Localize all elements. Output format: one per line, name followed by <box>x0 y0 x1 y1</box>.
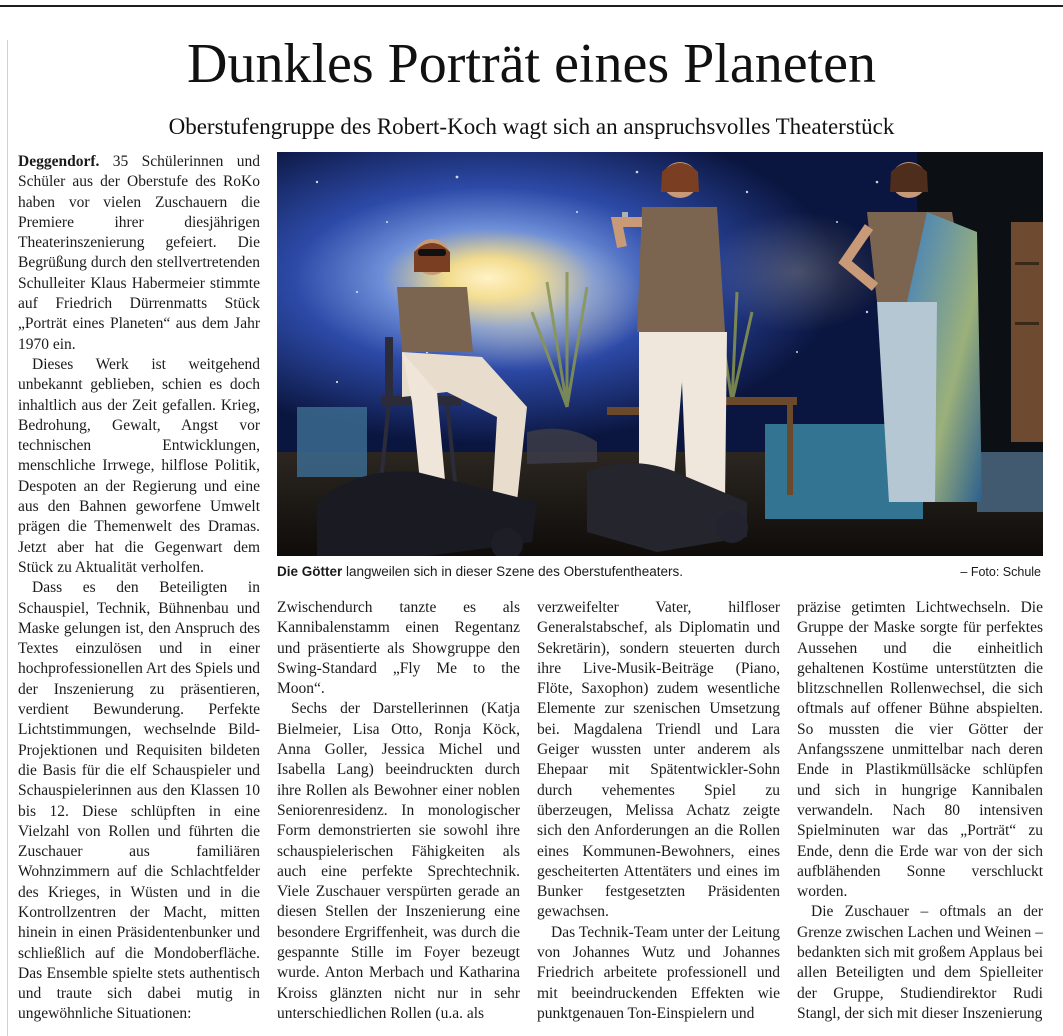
article-paragraph: Das Technik-Team unter der Leitung von Johannes Wutz und Johannes Friedrich arbeitete professionell und mit beeindruckenden Effekten wie punktgenauen Ton-Einspielern und <box>537 923 780 1022</box>
caption-lead: Die Götter <box>277 564 343 579</box>
photo-credit: – Foto: Schule <box>960 565 1041 579</box>
article-paragraph: verzweifelter Vater, hilfloser Generalstabschef, als Diplomatin und Sekretärin), sondern steuerten durch ihre Live-Musik-Beiträge (Piano, Flöte, Saxophon) zudem wesentliche Elemente zur szenischen Umsetzung bei. Magdalena Triendl und Lara Geiger wussten unter anderem als Ehepaar mit Spätentwickler-Sohn durch vehementes Spiel zu überzeugen, Melissa Achatz zeigte sich den Anforderungen an die Rollen eines Kommunen-Bewohners, eines gescheiterten Attentäters und eines im Bunker festgesetzten Präsidenten gewachsen. <box>537 599 780 921</box>
article-photo <box>277 152 1043 556</box>
top-rule <box>0 5 1063 7</box>
article-column-1 <box>18 152 260 1036</box>
article-column-3 <box>537 598 780 1036</box>
photo-caption <box>277 562 1043 584</box>
article-paragraph: Die Zuschauer – oftmals an der Grenze zwischen Lachen und Weinen – bedankten sich mit großem Applaus bei allen Beteiligten und dem Spielleiter der Gruppe, Studiendirektor Rudi Stangl, der sich mit dieser Inszenierung <box>797 903 1043 1022</box>
article-paragraph: Sechs der Darstellerinnen (Katja Bielmeier, Lisa Otto, Ronja Köck, Anna Goller, Jessica Michel und Isabella Lang) beeindruckten durch ihre Rollen als Bewohner einer noblen Seniorenresidenz. In monologischer Form demonstrierten sie sowohl ihre schauspielerischen Fähigkeiten als auch eine perfekte Sprechtechnik. Viele Zuschauer verspürten gerade an diesen Stellen der Inszenierung eine besondere Ergriffenheit, was durch die gespannte Stille im Foyer bezeugt wurde. Anton Merbach und Katharina Kroiss glänzten nicht nur in sehr unterschiedlichen Rollen (u.a. als <box>277 700 520 1022</box>
subheadline: Oberstufengruppe des Robert-Koch wagt sich an anspruchsvolles Theaterstück <box>168 114 895 139</box>
dateline: Deggendorf. <box>18 153 100 170</box>
article-column-2 <box>277 598 520 1036</box>
article-column-4 <box>797 598 1043 1036</box>
caption-text: langweilen sich in dieser Szene des Oberstufentheaters. <box>342 564 683 579</box>
article-paragraph: Deggendorf. 35 Schülerinnen und Schüler aus der Oberstufe des RoKo haben vor vielen Zuschauern die Premiere ihrer diesjährigen Theaterinszenierung gefeiert. Die Begrüßung durch den stellvertretenden Schulleiter Klaus Habermeier stimmte auf Friedrich Dürrenmatts Stück „Porträt eines Planeten“ aus dem Jahr 1970 ein. <box>18 153 260 353</box>
article-paragraph: Dass es den Beteiligten in Schauspiel, Technik, Bühnenbau und Maske gelungen ist, den Anspruch des Textes einzulösen und in einer hochprofessionellen Art des Spiels und der Inszenierung zu präsentieren, verdient Bewunderung. Perfekte Lichtstimmungen, wechselnde Bild-Projektionen und Requisiten bildeten die Basis für die elf Schauspieler und Schauspielerinnen aus den Klassen 10 bis 12. Diese schlüpften in eine Vielzahl von Rollen und führten die Zuschauer aus familiären Wohnzimmern auf die Schlachtfelder des Krieges, in Wüsten und in die Kontrollzentren der Macht, mitten hinein in einen Präsidentenbunker und schließlich auf die Mondoberfläche. Das Ensemble spielte stets authentisch und traute sich dabei mutig in ungewöhnliche Situationen: <box>18 579 260 1023</box>
article-paragraph: Zwischendurch tanzte es als Kannibalenstamm einen Regentanz und präsentierte als Showgruppe den Swing-Standard „Fly Me to the Moon“. <box>277 599 520 698</box>
article-paragraph: präzise getimten Lichtwechseln. Die Gruppe der Maske sorgte für perfektes Aussehen und die einheitlich gehaltenen Kostüme unterstützten die blitzschnellen Rollenwechsel, die sich oftmals auf offener Bühne abspielten. So mussten die vier Götter der Anfangsszene unmittelbar nach deren Ende in Plastikmüllsäcke schlüpfen und sich in hungrige Kannibalen verwandeln. Nach 80 intensiven Spielminuten war das „Porträt“ zu Ende, denn die Erde war von der sich aufblähenden Sonne verschluckt worden. <box>797 599 1043 901</box>
article-paragraph: Dieses Werk ist weitgehend unbekannt geblieben, schien es doch inhaltlich aus der Zeit gefallen. Krieg, Bedrohung, Gewalt, Angst vor technischen Entwicklungen, menschliche Irrwege, hilflose Politik, Despoten an der Regierung und eine aus den Bahnen geworfene Umwelt prägen die Themenwelt des Dramas. Jetzt aber hat die Gegenwart dem Stück zu Aktualität verholfen. <box>18 355 260 576</box>
headline: Dunkles Porträt eines Planeten <box>187 33 876 95</box>
column-rule <box>7 40 8 1036</box>
